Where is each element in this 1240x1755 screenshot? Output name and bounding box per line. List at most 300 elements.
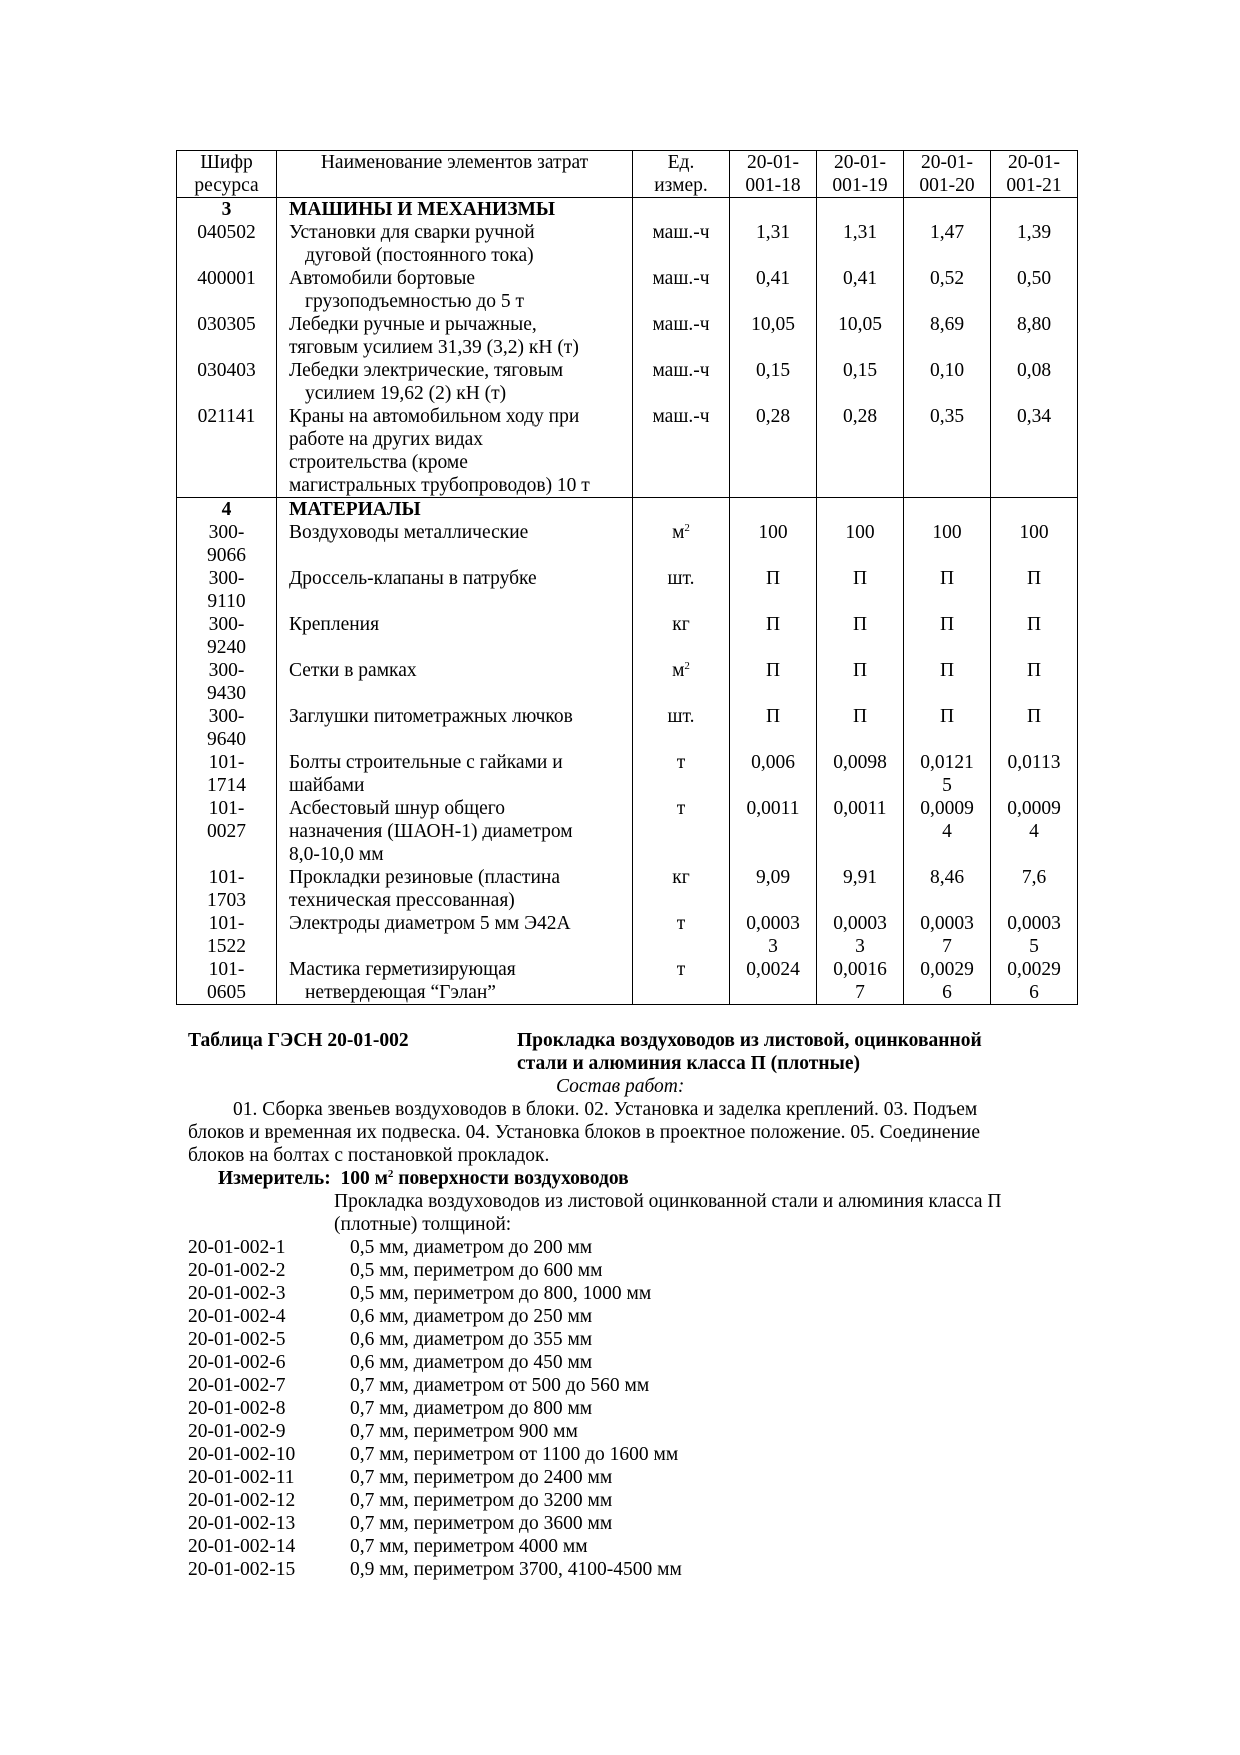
resource-name-line-1: Электроды диаметром 5 мм Э42А	[289, 913, 571, 934]
resource-name-line-1: Заглушки питометражных лючков	[289, 706, 573, 727]
value-cell-4-line-1: П	[1026, 614, 1042, 635]
value-cell-3-line-1: 0,52	[929, 268, 965, 289]
value-cell-1-line-1: П	[765, 614, 781, 635]
value-cell-4	[991, 267, 1078, 313]
value-cell-2-line-1: П	[852, 706, 868, 727]
value-cell-4-line-1: 0,08	[1016, 360, 1052, 381]
resource-unit	[633, 521, 730, 567]
header-col-1-line2: 001-18	[745, 175, 801, 196]
item-code: 20-01-002-7	[188, 1375, 286, 1396]
resource-code	[177, 866, 277, 912]
header-col-2-line1: 20-01-	[834, 152, 886, 173]
resource-name-line-2: работе на других видах	[289, 429, 484, 450]
value-cell-1-line-1: 0,15	[755, 360, 791, 381]
item-code: 20-01-002-11	[188, 1467, 295, 1488]
table-row	[177, 751, 1078, 797]
meter-value: 100 м	[340, 1168, 388, 1189]
resource-name	[277, 359, 633, 405]
resource-unit-text: кг	[672, 867, 690, 888]
item-code: 20-01-002-15	[188, 1559, 296, 1580]
table-row	[177, 958, 1078, 1005]
resource-unit-text: шт.	[667, 568, 695, 589]
resource-name	[277, 521, 633, 567]
section-header-row	[177, 498, 1078, 522]
resource-name-line-1: Лебедки электрические, тяговым	[289, 360, 564, 381]
value-cell-2-line-1: 100	[845, 522, 875, 543]
section-header-row	[177, 198, 1078, 222]
value-cell-3-line-1: 0,35	[929, 406, 965, 427]
section-title: МАШИНЫ И МЕХАНИЗМЫ	[277, 198, 633, 222]
resource-code	[177, 659, 277, 705]
header-code	[177, 151, 277, 198]
table-row	[177, 567, 1078, 613]
resource-code-line-1: 101-	[208, 959, 245, 980]
value-cell-4-line-1: 0,34	[1016, 406, 1052, 427]
value-cell-4	[991, 521, 1078, 567]
value-cell-1-line-1: 0,28	[755, 406, 791, 427]
resource-code-line-1: 030403	[197, 360, 256, 381]
value-cell-4	[991, 958, 1078, 1005]
resource-code	[177, 751, 277, 797]
value-cell-3	[904, 912, 991, 958]
item-code: 20-01-002-5	[188, 1329, 286, 1350]
value-cell-4-line-1: 0,0113	[1007, 752, 1061, 773]
resource-unit	[633, 866, 730, 912]
resource-code-line-1: 300-	[208, 706, 245, 727]
resource-unit-text: т	[676, 798, 686, 819]
value-cell-3-line-1: 0,0121	[920, 752, 974, 773]
value-cell-3-line-1: 0,0003	[920, 913, 974, 934]
item-code: 20-01-002-6	[188, 1352, 286, 1373]
header-col-4	[991, 151, 1078, 198]
resource-unit-text: кг	[672, 614, 690, 635]
section-title-line-1: Прокладка воздуховодов из листовой, оцинкованной	[517, 1030, 982, 1051]
value-cell-1	[730, 613, 817, 659]
header-col-4-line2: 001-21	[1006, 175, 1062, 196]
value-cell-3	[904, 567, 991, 613]
resource-unit	[633, 705, 730, 751]
item-code: 20-01-002-4	[188, 1306, 286, 1327]
resource-code-line-1: 040502	[197, 222, 256, 243]
resource-name-line-3: 8,0-10,0 мм	[289, 844, 384, 865]
value-cell-1	[730, 567, 817, 613]
value-cell-2-line-1: 0,0016	[833, 959, 887, 980]
resource-name-line-1: Крепления	[289, 614, 380, 635]
value-cell-2	[817, 313, 904, 359]
value-cell-2-line-1: 10,05	[838, 314, 882, 335]
value-cell-1-line-1: 0,0024	[746, 959, 800, 980]
resources-table	[176, 150, 1078, 1005]
section-empty-cell	[633, 498, 730, 522]
resource-code	[177, 359, 277, 405]
resource-name-line-1: Установки для сварки ручной	[289, 222, 535, 243]
value-cell-3	[904, 405, 991, 498]
value-cell-4	[991, 797, 1078, 866]
resource-name	[277, 613, 633, 659]
meter-line	[218, 1167, 629, 1190]
value-cell-2-line-1: 1,31	[842, 222, 878, 243]
resource-code-line-2: 9430	[207, 683, 246, 704]
value-cell-1-line-1: 9,09	[755, 867, 791, 888]
resource-code-line-2: 9066	[207, 545, 246, 566]
resource-code	[177, 221, 277, 267]
value-cell-3	[904, 267, 991, 313]
table-row	[177, 797, 1078, 866]
resource-name-line-1: Дроссель-клапаны в патрубке	[289, 568, 537, 589]
value-cell-1	[730, 521, 817, 567]
resource-code-line-1: 400001	[197, 268, 256, 289]
resource-unit	[633, 359, 730, 405]
value-cell-2	[817, 659, 904, 705]
resource-name-line-1: Краны на автомобильном ходу при	[289, 406, 580, 427]
value-cell-3	[904, 958, 991, 1005]
resource-unit-sup: 2	[684, 522, 690, 534]
resource-code-line-2: 1522	[207, 936, 246, 957]
item-code: 20-01-002-2	[188, 1260, 286, 1281]
value-cell-1	[730, 267, 817, 313]
resource-name	[277, 751, 633, 797]
value-cell-1	[730, 359, 817, 405]
value-cell-1	[730, 405, 817, 498]
resource-name	[277, 267, 633, 313]
value-cell-3-line-2: 7	[942, 936, 952, 957]
section-empty-cell	[730, 198, 817, 222]
value-cell-4	[991, 359, 1078, 405]
header-unit	[633, 151, 730, 198]
header-col-3-line1: 20-01-	[921, 152, 973, 173]
item-code: 20-01-002-1	[188, 1237, 286, 1258]
resource-unit-text: маш.-ч	[652, 406, 710, 427]
value-cell-1	[730, 751, 817, 797]
resource-unit	[633, 567, 730, 613]
value-cell-3-line-1: 0,0009	[920, 798, 974, 819]
item-description: 0,7 мм, периметром до 3200 мм	[350, 1490, 613, 1511]
value-cell-3-line-1: 1,47	[929, 222, 965, 243]
resource-name-line-2: грузоподъемностью до 5 т	[305, 291, 525, 312]
resource-unit	[633, 751, 730, 797]
intro-line-1: Прокладка воздуховодов из листовой оцинкованной стали и алюминия класса П	[334, 1191, 1002, 1212]
resource-name-line-1: Автомобили бортовые	[289, 268, 476, 289]
table-row	[177, 521, 1078, 567]
resource-name-line-2: назначения (ШАОН-1) диаметром	[289, 821, 573, 842]
value-cell-4	[991, 313, 1078, 359]
header-col-1	[730, 151, 817, 198]
resource-name-line-3: строительства (кроме	[289, 452, 468, 473]
value-cell-1-line-2: 3	[768, 936, 778, 957]
value-cell-3	[904, 866, 991, 912]
resource-code-line-1: 030305	[197, 314, 256, 335]
item-description: 0,7 мм, периметром до 2400 мм	[350, 1467, 613, 1488]
value-cell-1-line-1: 10,05	[751, 314, 795, 335]
value-cell-3	[904, 359, 991, 405]
resource-name-line-1: Болты строительные с гайками и	[289, 752, 563, 773]
resource-code	[177, 705, 277, 751]
table-row	[177, 705, 1078, 751]
meter-suffix: поверхности воздуховодов	[393, 1168, 629, 1189]
value-cell-2-line-1: П	[852, 614, 868, 635]
resource-name-line-2: тяговым усилием 31,39 (3,2) кН (т)	[289, 337, 579, 358]
item-description: 0,6 мм, диаметром до 250 мм	[350, 1306, 593, 1327]
value-cell-3-line-1: 8,69	[929, 314, 965, 335]
value-cell-4-line-1: 0,0003	[1007, 913, 1061, 934]
resource-name	[277, 958, 633, 1005]
resource-code-line-1: 300-	[208, 568, 245, 589]
resource-code	[177, 405, 277, 498]
value-cell-1-line-1: П	[765, 660, 781, 681]
value-cell-4-line-1: 0,0009	[1007, 798, 1061, 819]
item-code: 20-01-002-13	[188, 1513, 296, 1534]
value-cell-3-line-2: 4	[942, 821, 952, 842]
resource-code	[177, 267, 277, 313]
resource-unit	[633, 267, 730, 313]
resource-name	[277, 221, 633, 267]
item-description: 0,5 мм, диаметром до 200 мм	[350, 1237, 593, 1258]
meter-label: Измеритель:	[218, 1168, 331, 1189]
resource-unit	[633, 797, 730, 866]
item-description: 0,7 мм, периметром 4000 мм	[350, 1536, 588, 1557]
resource-name	[277, 912, 633, 958]
resource-unit-text: м	[672, 660, 685, 681]
value-cell-4-line-1: 1,39	[1016, 222, 1052, 243]
value-cell-4	[991, 221, 1078, 267]
value-cell-1-line-1: 100	[758, 522, 788, 543]
value-cell-1-line-1: 0,0011	[746, 798, 800, 819]
table-row	[177, 313, 1078, 359]
table-row	[177, 405, 1078, 498]
value-cell-4-line-2: 5	[1029, 936, 1039, 957]
table-row	[177, 221, 1078, 267]
value-cell-4	[991, 567, 1078, 613]
value-cell-2-line-2: 7	[855, 982, 865, 1003]
value-cell-1	[730, 659, 817, 705]
table-row	[177, 267, 1078, 313]
value-cell-1-line-1: 1,31	[755, 222, 791, 243]
item-description: 0,7 мм, диаметром до 800 мм	[350, 1398, 593, 1419]
resource-unit-text: т	[676, 913, 686, 934]
header-col-2	[817, 151, 904, 198]
item-description: 0,5 мм, периметром до 600 мм	[350, 1260, 603, 1281]
value-cell-3	[904, 705, 991, 751]
value-cell-2-line-1: П	[852, 568, 868, 589]
resource-name	[277, 659, 633, 705]
section-empty-cell	[991, 198, 1078, 222]
item-description: 0,7 мм, периметром 900 мм	[350, 1421, 578, 1442]
value-cell-1	[730, 221, 817, 267]
value-cell-3	[904, 313, 991, 359]
value-cell-4	[991, 751, 1078, 797]
section-empty-cell	[817, 498, 904, 522]
value-cell-3	[904, 521, 991, 567]
resource-name	[277, 567, 633, 613]
value-cell-2-line-1: 0,0011	[833, 798, 887, 819]
resource-code-line-1: 101-	[208, 867, 245, 888]
value-cell-4	[991, 613, 1078, 659]
value-cell-3	[904, 659, 991, 705]
value-cell-3	[904, 751, 991, 797]
item-description: 0,7 мм, периметром от 1100 до 1600 мм	[350, 1444, 679, 1465]
header-col-3-line2: 001-20	[919, 175, 975, 196]
meter-sup: 2	[387, 1168, 394, 1180]
value-cell-4	[991, 912, 1078, 958]
value-cell-3-line-1: 0,0029	[920, 959, 974, 980]
value-cell-2-line-1: 0,0098	[833, 752, 887, 773]
value-cell-4-line-1: П	[1026, 706, 1042, 727]
section-empty-cell	[904, 498, 991, 522]
value-cell-2-line-1: 0,0003	[833, 913, 887, 934]
value-cell-2	[817, 613, 904, 659]
value-cell-2	[817, 267, 904, 313]
resource-unit	[633, 958, 730, 1005]
header-unit-line1: Ед.	[667, 152, 695, 173]
resource-name-line-2: шайбами	[289, 775, 365, 796]
value-cell-4	[991, 405, 1078, 498]
resource-unit	[633, 613, 730, 659]
resource-name	[277, 405, 633, 498]
resource-name-line-1: Прокладки резиновые (пластина	[289, 867, 560, 888]
item-code: 20-01-002-9	[188, 1421, 286, 1442]
value-cell-3-line-1: П	[939, 706, 955, 727]
value-cell-2-line-2: 3	[855, 936, 865, 957]
section-number: 3	[177, 198, 277, 222]
composition-line-3: блоков на болтах с постановкой прокладок.	[188, 1145, 550, 1166]
value-cell-3-line-1: П	[939, 660, 955, 681]
resource-code-line-2: 0605	[207, 982, 246, 1003]
value-cell-1-line-1: П	[765, 706, 781, 727]
resource-name-line-1: Воздуховоды металлические	[289, 522, 529, 543]
resources-table-body	[177, 151, 1078, 1005]
value-cell-4-line-1: 7,6	[1021, 867, 1047, 888]
resource-code-line-1: 300-	[208, 614, 245, 635]
resource-unit-text: маш.-ч	[652, 314, 710, 335]
resource-code-line-2: 1714	[207, 775, 246, 796]
item-description: 0,6 мм, диаметром до 355 мм	[350, 1329, 593, 1350]
header-unit-line2: измер.	[654, 175, 708, 196]
resource-unit-text: шт.	[667, 706, 695, 727]
value-cell-1	[730, 797, 817, 866]
value-cell-3-line-1: 8,46	[929, 867, 965, 888]
resource-code	[177, 958, 277, 1005]
value-cell-2	[817, 405, 904, 498]
item-code: 20-01-002-10	[188, 1444, 296, 1465]
table-row	[177, 912, 1078, 958]
resource-code-line-2: 9240	[207, 637, 246, 658]
section-empty-cell	[633, 198, 730, 222]
section-empty-cell	[904, 198, 991, 222]
resource-code	[177, 521, 277, 567]
value-cell-4-line-1: 0,0029	[1007, 959, 1061, 980]
value-cell-1-line-1: 0,0003	[746, 913, 800, 934]
intro-line-2: (плотные) толщиной:	[334, 1214, 512, 1235]
item-description: 0,7 мм, периметром до 3600 мм	[350, 1513, 613, 1534]
value-cell-3-line-1: 0,10	[929, 360, 965, 381]
resource-name-line-2: нетвердеющая “Гэлан”	[305, 982, 496, 1003]
value-cell-4-line-1: 8,80	[1016, 314, 1052, 335]
section-empty-cell	[817, 198, 904, 222]
value-cell-2-line-1: 0,15	[842, 360, 878, 381]
resource-unit-text: маш.-ч	[652, 222, 710, 243]
resource-name	[277, 705, 633, 751]
header-col-3	[904, 151, 991, 198]
resource-code-line-2: 9640	[207, 729, 246, 750]
resource-code-line-1: 021141	[197, 406, 256, 427]
resource-code-line-2: 9110	[207, 591, 246, 612]
section-empty-cell	[730, 498, 817, 522]
value-cell-2	[817, 359, 904, 405]
composition-line-1: 01. Сборка звеньев воздуховодов в блоки. 02. Установка и заделка креплений. 03. Подъем	[233, 1099, 978, 1120]
value-cell-2	[817, 866, 904, 912]
resource-code-line-1: 101-	[208, 752, 245, 773]
resource-code	[177, 313, 277, 359]
resource-code-line-1: 300-	[208, 522, 245, 543]
value-cell-1-line-1: П	[765, 568, 781, 589]
item-code: 20-01-002-3	[188, 1283, 286, 1304]
resource-code	[177, 567, 277, 613]
value-cell-4-line-1: 100	[1019, 522, 1049, 543]
resource-name-line-1: Лебедки ручные и рычажные,	[289, 314, 537, 335]
header-col-4-line1: 20-01-	[1008, 152, 1060, 173]
value-cell-2-line-1: П	[852, 660, 868, 681]
value-cell-1-line-1: 0,006	[751, 752, 795, 773]
value-cell-2	[817, 751, 904, 797]
value-cell-4-line-1: 0,50	[1016, 268, 1052, 289]
value-cell-4-line-1: П	[1026, 568, 1042, 589]
resource-name-line-4: магистральных трубопроводов) 10 т	[289, 475, 590, 496]
value-cell-2	[817, 705, 904, 751]
value-cell-3	[904, 221, 991, 267]
value-cell-4	[991, 659, 1078, 705]
header-code-line1: Шифр	[200, 152, 253, 173]
table-row	[177, 866, 1078, 912]
resource-code-line-1: 300-	[208, 660, 245, 681]
header-code-line2: ресурса	[194, 175, 259, 196]
resource-unit-text: маш.-ч	[652, 268, 710, 289]
resource-unit	[633, 912, 730, 958]
section-empty-cell	[991, 498, 1078, 522]
resource-name-line-2: техническая прессованная)	[289, 890, 515, 911]
table-row	[177, 359, 1078, 405]
item-description: 0,7 мм, диаметром от 500 до 560 мм	[350, 1375, 650, 1396]
resource-unit	[633, 659, 730, 705]
item-code: 20-01-002-8	[188, 1398, 286, 1419]
header-name: Наименование элементов затрат	[277, 151, 633, 198]
resource-name-line-1: Асбестовый шнур общего	[289, 798, 506, 819]
resource-unit	[633, 221, 730, 267]
value-cell-1	[730, 313, 817, 359]
value-cell-4-line-2: 4	[1029, 821, 1039, 842]
value-cell-2	[817, 567, 904, 613]
value-cell-1	[730, 866, 817, 912]
resource-unit-sup: 2	[684, 660, 690, 672]
resource-unit	[633, 313, 730, 359]
resource-code	[177, 912, 277, 958]
item-description: 0,9 мм, периметром 3700, 4100-4500 мм	[350, 1559, 682, 1580]
resource-name-line-1: Мастика герметизирующая	[289, 959, 516, 980]
value-cell-1	[730, 958, 817, 1005]
value-cell-3	[904, 797, 991, 866]
value-cell-3-line-1: П	[939, 614, 955, 635]
section-title: МАТЕРИАЛЫ	[277, 498, 633, 522]
resource-code	[177, 613, 277, 659]
value-cell-4	[991, 705, 1078, 751]
resource-name	[277, 797, 633, 866]
value-cell-4-line-2: 6	[1029, 982, 1039, 1003]
resource-code-line-1: 101-	[208, 913, 245, 934]
resource-code-line-2: 1703	[207, 890, 246, 911]
value-cell-3-line-2: 5	[942, 775, 952, 796]
value-cell-2	[817, 958, 904, 1005]
value-cell-2	[817, 521, 904, 567]
value-cell-1-line-1: 0,41	[755, 268, 791, 289]
